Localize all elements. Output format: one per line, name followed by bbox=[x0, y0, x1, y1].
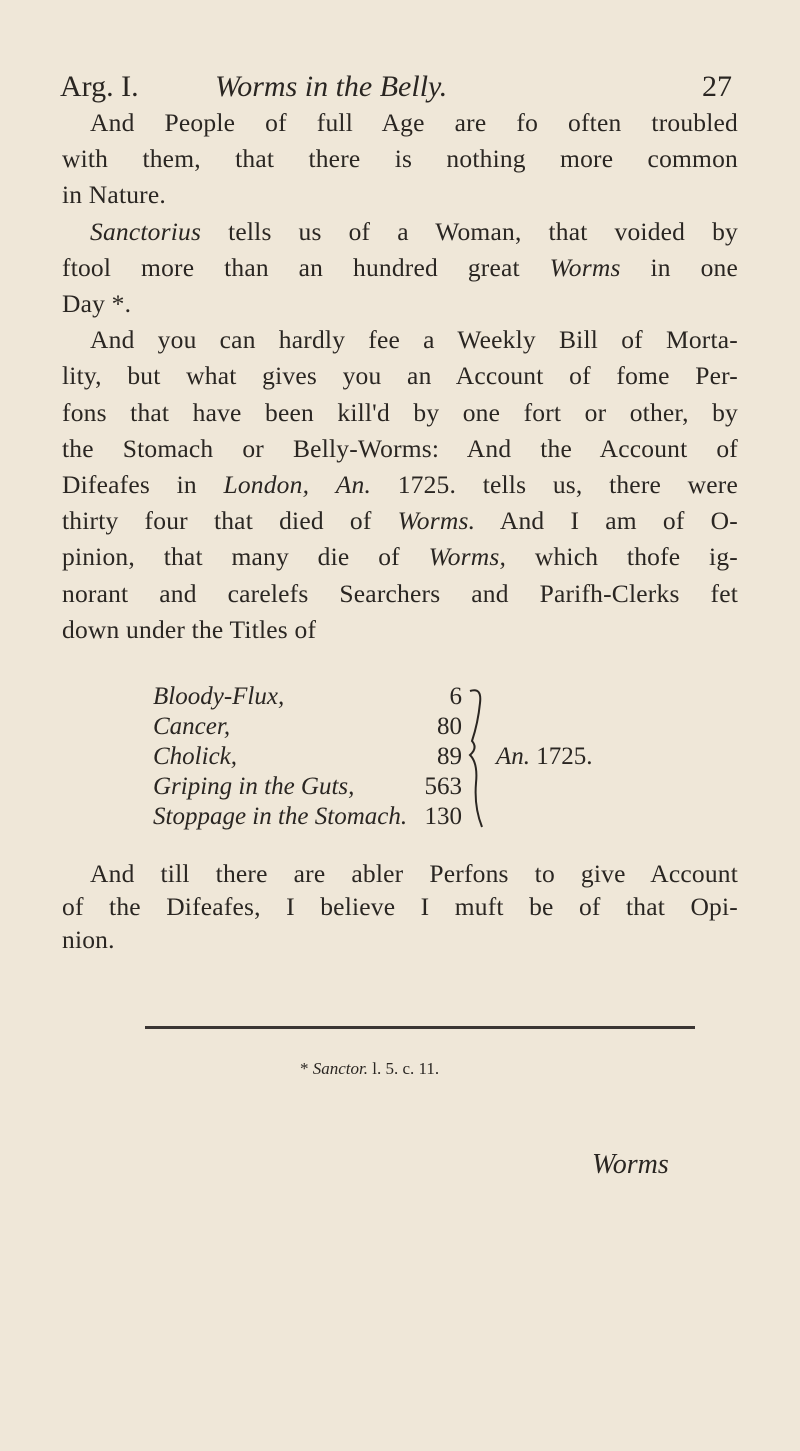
text-segment: pinion, that many die of bbox=[62, 542, 429, 572]
text-line bbox=[90, 860, 738, 888]
text-line bbox=[62, 290, 131, 318]
table-cause: Cancer, bbox=[153, 713, 231, 740]
table-cause: Stoppage in the Stomach. bbox=[153, 803, 408, 830]
italic-text: Sanctorius bbox=[90, 216, 202, 246]
text-segment: tells us of a Woman, that voided by bbox=[201, 216, 738, 246]
text-line bbox=[62, 926, 115, 954]
text-segment: And People of full Age are fo often troubled bbox=[90, 108, 738, 137]
italic-text: An. bbox=[335, 470, 372, 499]
table-year bbox=[496, 743, 593, 771]
page-number: 27 bbox=[702, 70, 732, 103]
text-line bbox=[62, 893, 738, 921]
text-segment: in one bbox=[620, 252, 738, 282]
italic-text: London, bbox=[223, 470, 310, 499]
text-segment: nion. bbox=[62, 925, 115, 954]
text-line bbox=[62, 145, 738, 173]
footnote-rule bbox=[145, 1026, 695, 1029]
brace-icon bbox=[468, 683, 498, 833]
text-segment: with them, that there is nothing more common bbox=[62, 144, 738, 174]
section-label: Arg. I. bbox=[60, 70, 139, 103]
text-segment: thirty four that died of bbox=[62, 506, 398, 536]
footnote bbox=[300, 1060, 439, 1079]
text-segment: Difeafes in bbox=[62, 470, 224, 499]
text-segment: fons that have been kill'd by one fort or other, by bbox=[62, 397, 738, 427]
footnote-ref: l. 5. c. 11. bbox=[372, 1059, 440, 1078]
table-cause: Cholick, bbox=[153, 743, 238, 770]
year-value: 1725. bbox=[536, 743, 593, 770]
text-line bbox=[62, 254, 738, 282]
table-cause: Bloody-Flux, bbox=[153, 683, 285, 710]
text-line bbox=[62, 181, 166, 209]
text-segment: which thofe ig- bbox=[506, 542, 738, 572]
text-segment: Day *. bbox=[62, 289, 132, 318]
text-line bbox=[62, 543, 738, 571]
text-segment: ftool more than an hundred great bbox=[62, 252, 550, 282]
text-line bbox=[62, 435, 738, 463]
text-segment bbox=[309, 470, 336, 499]
footnote-mark: * bbox=[300, 1059, 309, 1078]
year-prefix: An. bbox=[496, 743, 531, 770]
text-line bbox=[62, 507, 738, 535]
italic-text: Worms. bbox=[397, 506, 476, 536]
table-count: 89 bbox=[437, 743, 462, 770]
table-count: 563 bbox=[424, 773, 462, 800]
text-segment: down under the Titles of bbox=[62, 614, 317, 644]
italic-text: Worms bbox=[549, 252, 621, 282]
text-segment: And I am of O- bbox=[475, 506, 738, 536]
text-line bbox=[62, 616, 316, 644]
text-line bbox=[90, 218, 738, 246]
text-segment: in Nature. bbox=[62, 180, 166, 210]
text-line bbox=[62, 399, 738, 427]
table-count: 6 bbox=[449, 683, 462, 710]
text-line bbox=[90, 326, 738, 354]
italic-text: Worms, bbox=[428, 542, 507, 572]
running-title: Worms in the Belly. bbox=[215, 70, 448, 103]
text-segment: 1725. tells us, there were bbox=[371, 470, 738, 499]
text-segment: norant and carelefs Searchers and Parifh-Clerks fet bbox=[62, 578, 738, 608]
table-count: 80 bbox=[437, 713, 462, 740]
text-line bbox=[62, 471, 738, 499]
text-line bbox=[62, 580, 738, 608]
text-segment: And till there are abler Perfons to give Account bbox=[90, 859, 738, 888]
text-segment: of the Difeafes, I believe I muft be of that Opi- bbox=[62, 892, 738, 921]
footnote-source: Sanctor. bbox=[312, 1059, 368, 1078]
text-segment: And you can hardly fee a Weekly Bill of Morta- bbox=[90, 325, 738, 355]
text-line bbox=[90, 109, 738, 137]
text-line bbox=[62, 362, 738, 390]
text-segment: lity, but what gives you an Account of fome Per- bbox=[62, 361, 738, 391]
table-count: 130 bbox=[424, 803, 462, 830]
text-segment: the Stomach or Belly-Worms: And the Account of bbox=[62, 433, 738, 463]
catchword: Worms bbox=[592, 1149, 669, 1180]
table-cause: Griping in the Guts, bbox=[153, 773, 355, 800]
